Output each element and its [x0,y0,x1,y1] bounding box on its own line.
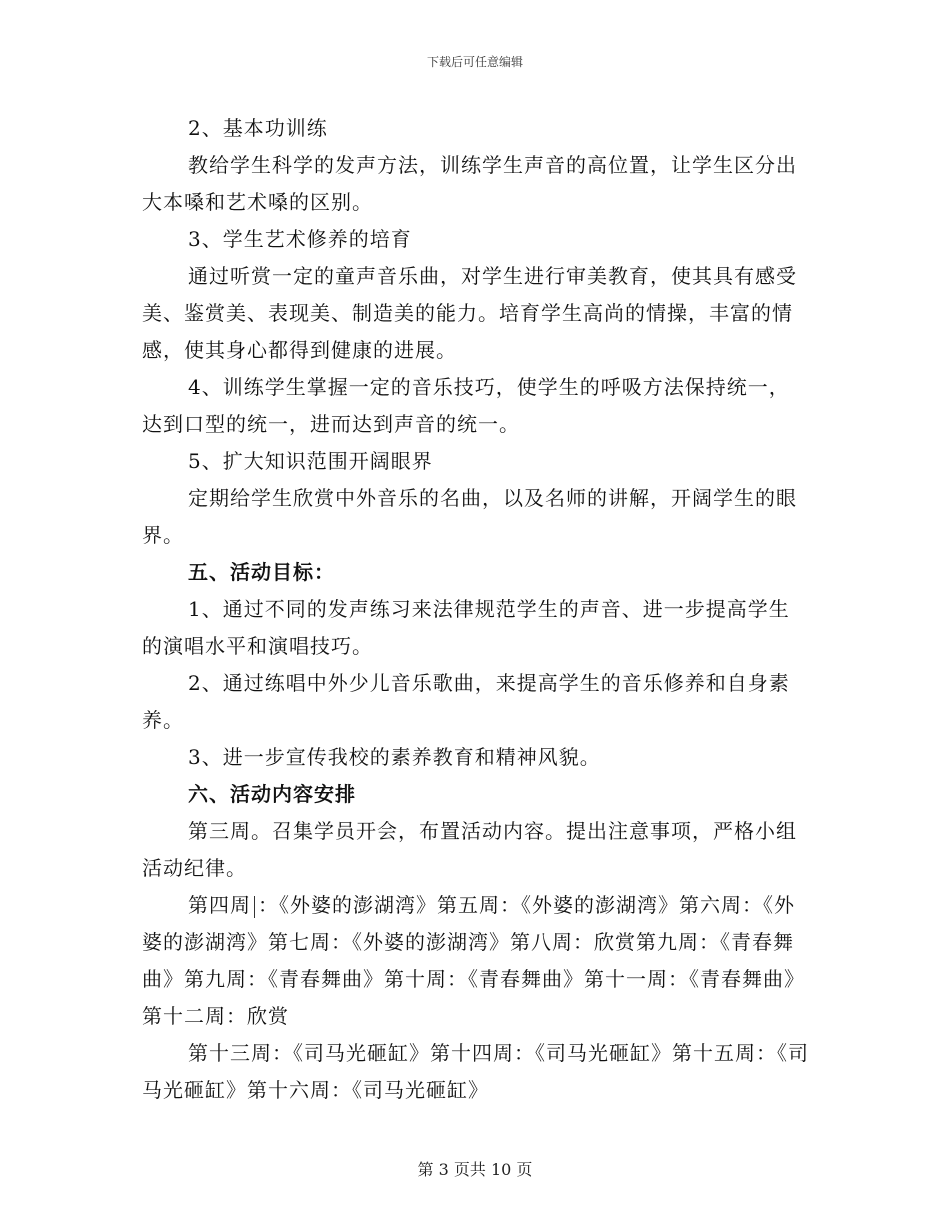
page-number: 第 3 页共 10 页 [417,1160,533,1179]
heading-activity-goals: 五、活动目标： [188,560,335,584]
heading-activity-schedule: 六、活动内容安排 [188,782,356,806]
schedule-week-4-label: 第四周 [188,893,251,917]
paragraph-music-skills: 4、训练学生掌握一定的音乐技巧，使学生的呼吸方法保持统一，达到口型的统一，进而达到声音的统一。 [142,375,790,436]
document-body [142,110,810,1109]
goal-item-3: 3、进一步宣传我校的素养教育和精神风貌。 [188,745,601,769]
text-cursor [254,896,255,918]
section-title-art-cultivation: 3、学生艺术修养的培育 [188,227,412,251]
schedule-weeks-4-12-text: ：《外婆的澎湖湾》第五周：《外婆的澎湖湾》第六周：《外婆的澎湖湾》第七周：《外婆的澎湖湾》第八周：欣赏第九周：《青春舞曲》第九周：《青春舞曲》第十周：《青春舞曲》第十一周：《青春舞曲》第十二周：欣赏 [142,893,805,1028]
goal-item-2: 2、通过练唱中外少儿音乐歌曲，来提高学生的音乐修养和自身素养。 [142,671,790,732]
schedule-weeks-13-16: 第十三周：《司马光砸缸》第十四周：《司马光砸缸》第十五周：《司马光砸缸》第十六周：《司马光砸缸》 [142,1041,809,1102]
paragraph-aesthetic-education: 通过听赏一定的童声音乐曲，对学生进行审美教育，使其具有感受美、鉴赏美、表现美、制造美的能力。培育学生高尚的情操，丰富的情感，使其身心都得到健康的进展。 [142,264,797,362]
paragraph-voice-method: 教给学生科学的发声方法，训练学生声音的高位置，让学生区分出大本嗓和艺术嗓的区别。 [142,153,797,214]
paragraph-appreciation: 定期给学生欣赏中外音乐的名曲，以及名师的讲解，开阔学生的眼界。 [142,486,797,547]
section-title-basic-training: 2、基本功训练 [188,116,328,140]
schedule-weeks-4-12 [142,887,810,1035]
goal-item-1: 1、通过不同的发声练习来法律规范学生的声音、进一步提高学生的演唱水平和演唱技巧。 [142,597,790,658]
page-header-note: 下载后可任意编辑 [426,55,523,69]
section-title-broaden-horizons: 5、扩大知识范围开阔眼界 [188,449,433,473]
schedule-week-3: 第三周。召集学员开会，布置活动内容。提出注意事项，严格小组活动纪律。 [142,819,797,880]
